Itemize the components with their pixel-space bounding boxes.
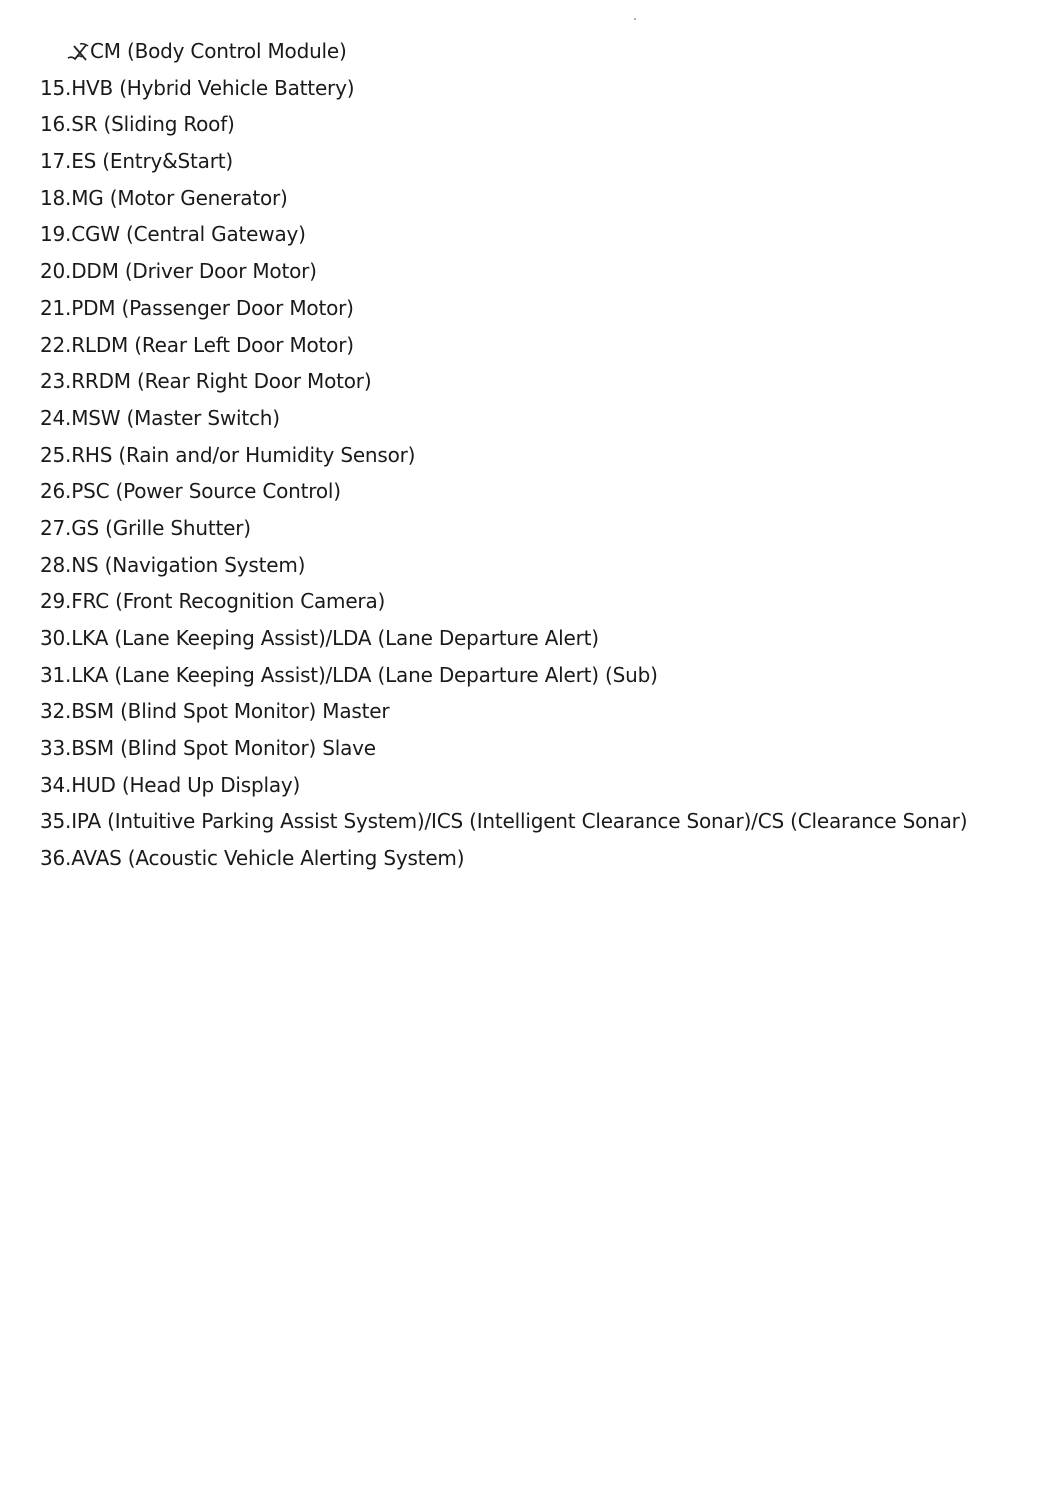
list-item: 29.FRC (Front Recognition Camera): [40, 589, 386, 614]
list-item: 24.MSW (Master Switch): [40, 405, 280, 430]
list-item: 33.BSM (Blind Spot Monitor) Slave: [40, 736, 376, 761]
scan-speck: [634, 18, 636, 20]
list-item: 30.LKA (Lane Keeping Assist)/LDA (Lane Departure Alert): [40, 626, 599, 650]
list-item: 15.HVB (Hybrid Vehicle Battery): [40, 75, 355, 100]
list-item: 34.HUD (Head Up Display): [40, 772, 301, 797]
list-item: 26.PSC (Power Source Control): [40, 479, 341, 504]
list-item: 17.ES (Entry&Start): [40, 149, 233, 174]
crossed-out-prefix-mark: [66, 40, 92, 62]
list-item: 36.AVAS (Acoustic Vehicle Alerting System): [40, 846, 465, 871]
list-item: 22.RLDM (Rear Left Door Motor): [40, 332, 354, 357]
list-item-first: [40, 33, 1040, 70]
list-item: 18.MG (Motor Generator): [40, 185, 288, 210]
list-item: 20.DDM (Driver Door Motor): [40, 259, 317, 284]
list-item: 32.BSM (Blind Spot Monitor) Master: [40, 699, 390, 724]
list-item: 19.CGW (Central Gateway): [40, 222, 306, 247]
list-item: 21.PDM (Passenger Door Motor): [40, 295, 354, 320]
list-item: 31.LKA (Lane Keeping Assist)/LDA (Lane Departure Alert) (Sub): [40, 662, 658, 687]
list-item: 35.IPA (Intuitive Parking Assist System)/ICS (Intelligent Clearance Sonar)/CS (Clearance Sonar): [40, 809, 968, 834]
list-item: 23.RRDM (Rear Right Door Motor): [40, 369, 372, 394]
first-item-text: CM (Body Control Module): [90, 39, 347, 63]
list-item: 25.RHS (Rain and/or Humidity Sensor): [40, 442, 416, 467]
list-item: 16.SR (Sliding Roof): [40, 112, 235, 137]
list-item: 28.NS (Navigation System): [40, 552, 306, 577]
list-item: 27.GS (Grille Shutter): [40, 515, 251, 540]
module-list: [40, 33, 1040, 877]
